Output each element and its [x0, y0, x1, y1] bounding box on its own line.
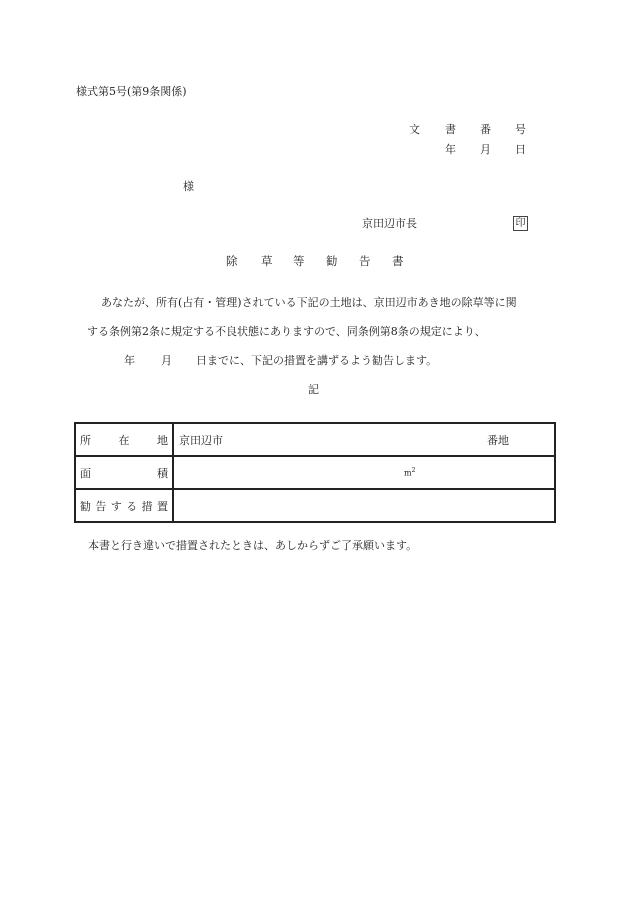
body-line-1: あなたが、所有(占有・管理)されている下記の土地は、京田辺市あき地の除草等に関	[101, 296, 517, 309]
footer-note: 本書と行き違いで措置されたときは、あしからずご了承願います。	[88, 539, 418, 552]
table-row-area	[75, 456, 555, 489]
date-day: 日	[515, 143, 526, 156]
date-month: 月	[480, 143, 491, 156]
area-label: 面 積	[75, 456, 173, 489]
measures-label: 勧 告 す る 措 置	[75, 489, 173, 522]
doc-number-char: 号	[515, 123, 526, 136]
title-char: 除	[226, 254, 238, 268]
title-char: 等	[293, 254, 305, 268]
doc-number-char: 文	[409, 123, 420, 136]
area-unit: m	[404, 468, 412, 478]
title-char: 書	[392, 254, 404, 268]
measures-value	[173, 489, 555, 522]
area-value	[173, 456, 555, 489]
table-row-location	[75, 423, 555, 456]
body-line-2: する条例第2条に規定する不良状態にありますので、同条例第8条の規定により、	[87, 325, 486, 338]
area-unit-sup: 2	[411, 467, 416, 475]
land-info-table	[74, 422, 556, 523]
doc-number-char: 書	[445, 123, 456, 136]
doc-number-char: 番	[480, 123, 491, 136]
title-char: 勧	[326, 254, 338, 268]
location-city: 京田辺市	[179, 433, 223, 447]
ki-heading: 記	[308, 383, 319, 396]
title-char: 草	[261, 254, 273, 268]
location-label: 所 在 地	[75, 423, 173, 456]
body-line-3: 日までに、下記の措置を講ずるよう勧告します。	[196, 354, 438, 367]
table-row-measures	[75, 489, 555, 522]
addressee-suffix: 様	[183, 180, 194, 193]
form-number: 様式第5号(第9条関係)	[76, 85, 187, 98]
title-char: 告	[359, 254, 371, 268]
deadline-month: 月	[161, 354, 172, 367]
deadline-year: 年	[124, 354, 135, 367]
issuer-name: 京田辺市長	[362, 217, 417, 230]
date-year: 年	[445, 143, 456, 156]
seal-mark: 印	[513, 216, 528, 231]
location-banchi: 番地	[487, 433, 509, 447]
location-value	[173, 423, 555, 456]
